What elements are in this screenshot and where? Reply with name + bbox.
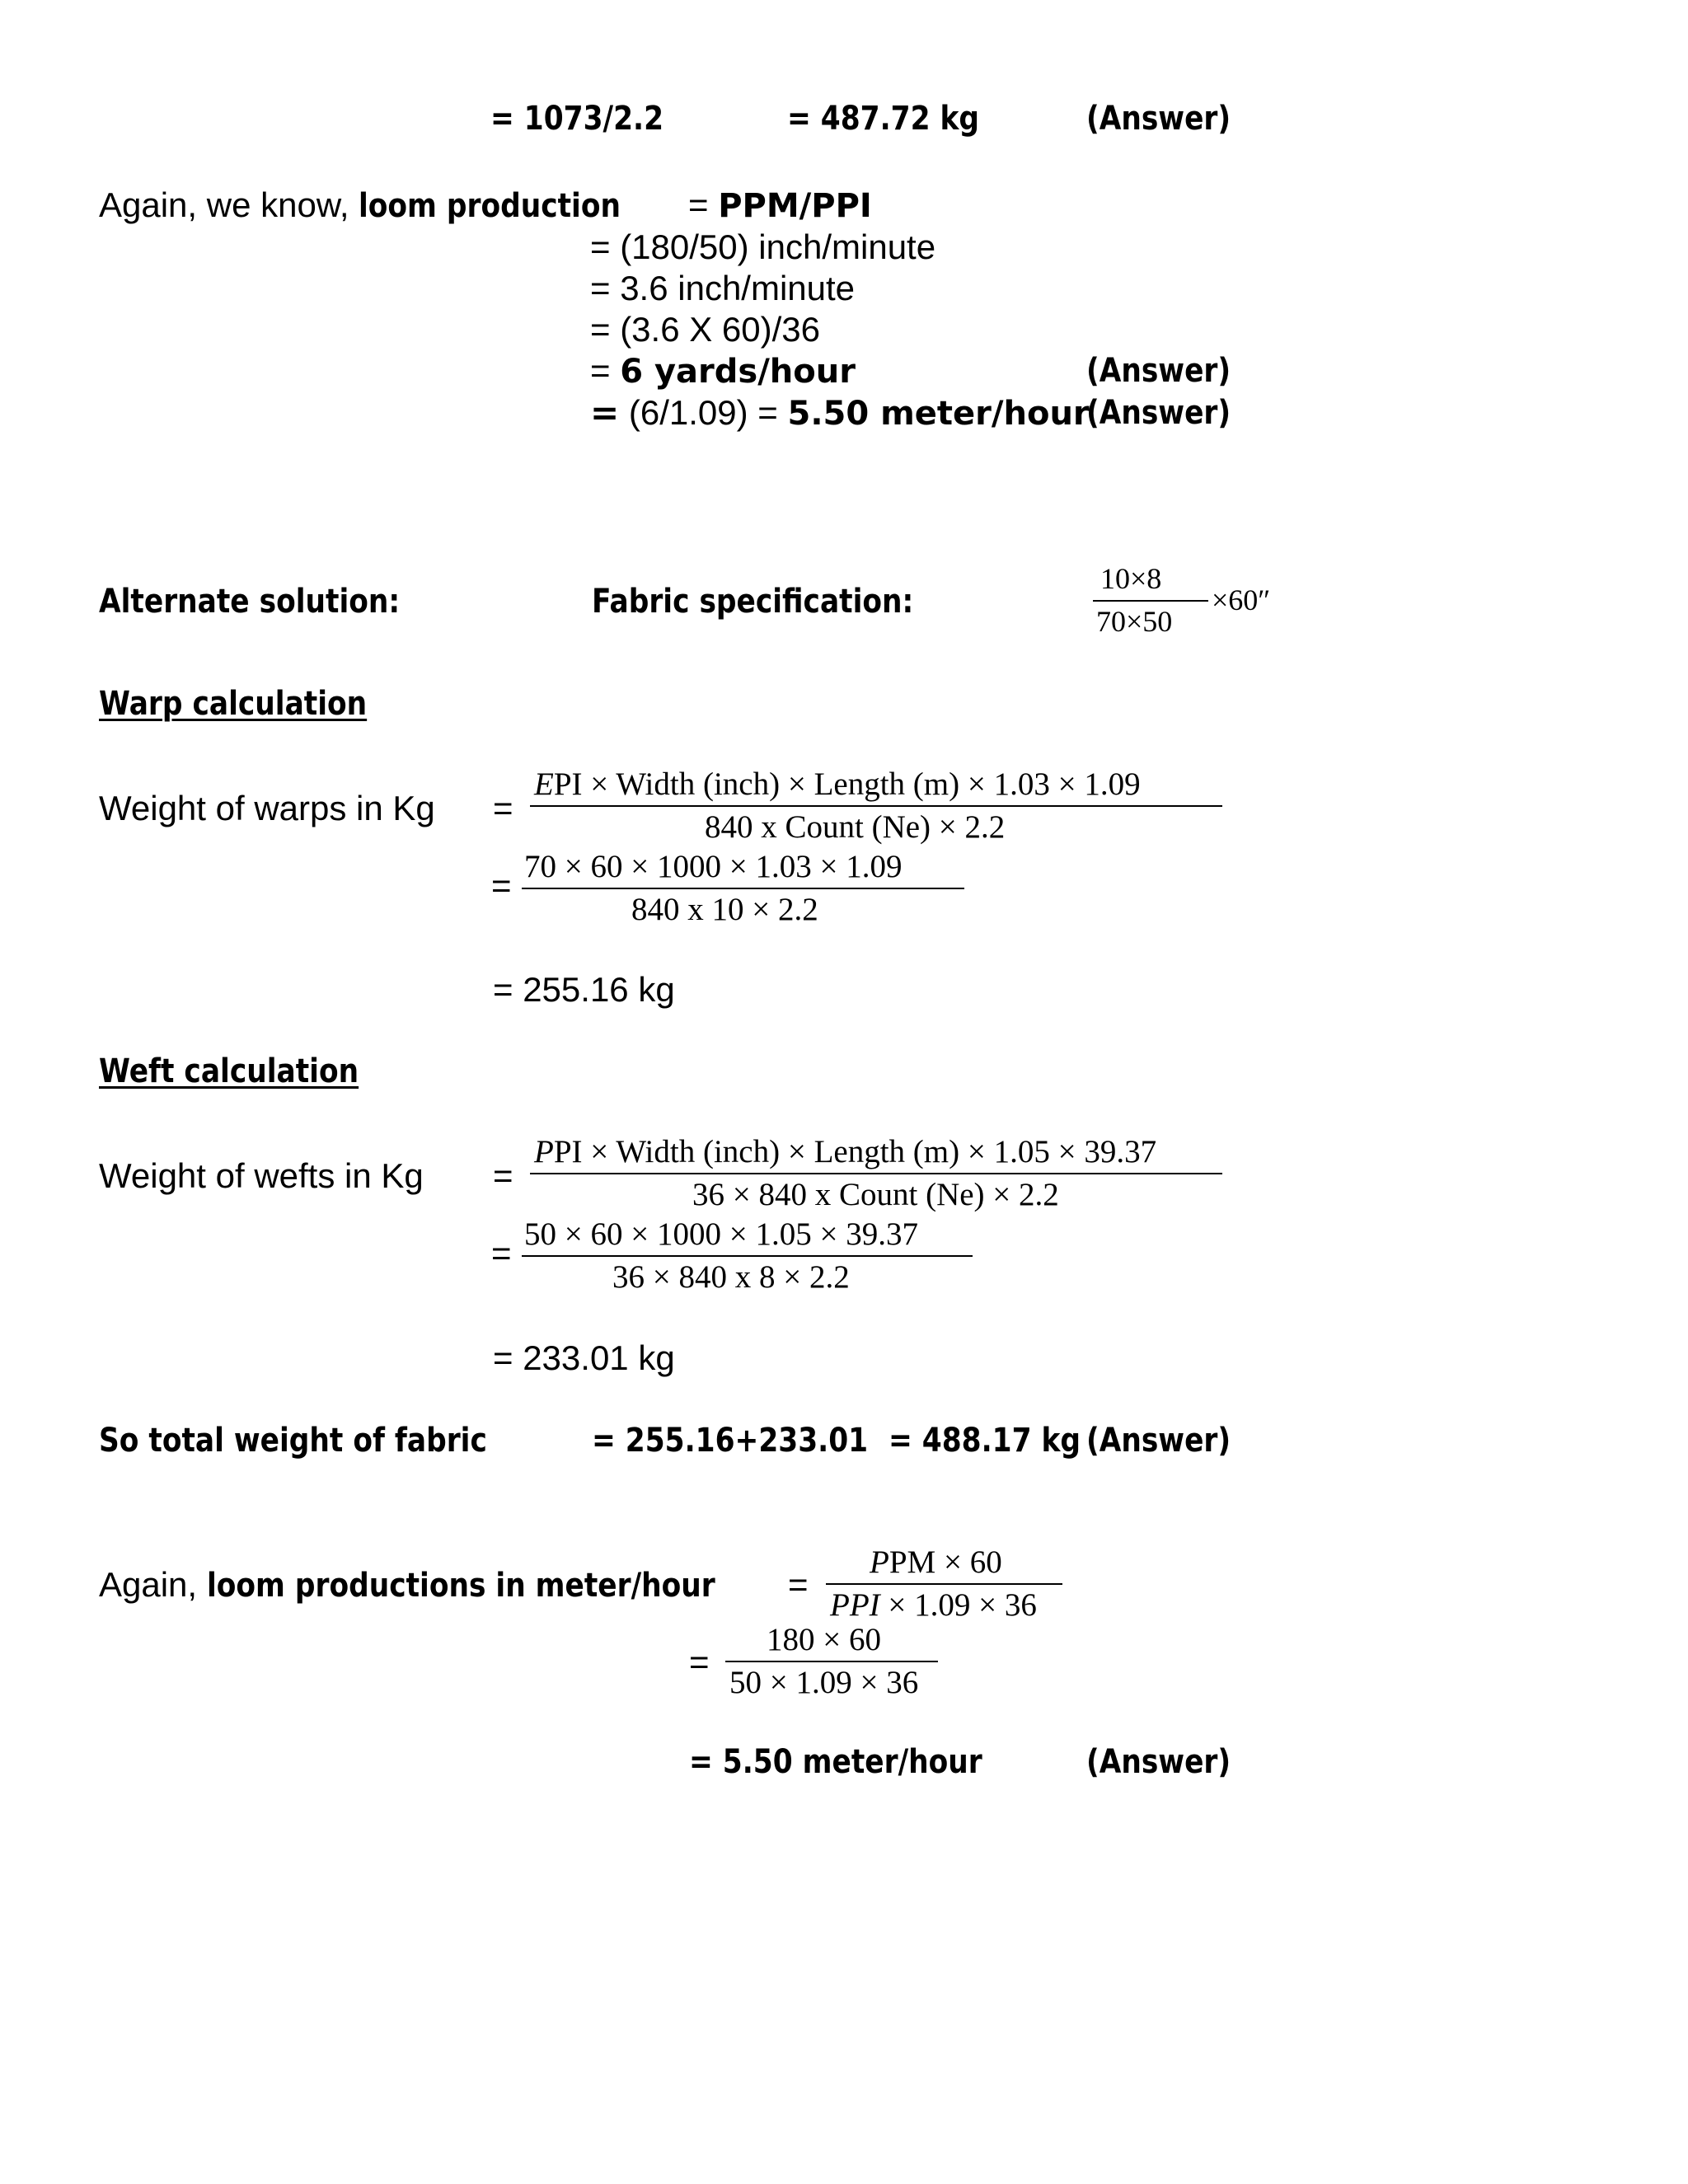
loom-step-4-answer: (Answer) — [1086, 352, 1231, 390]
spec-width: ×60″ — [1212, 583, 1271, 616]
loom-meter-values-denominator: 50 × 1.09 × 36 — [729, 1665, 919, 1700]
loom-meter-formula-denominator: PPI × 1.09 × 36 — [830, 1587, 1037, 1623]
loom-step-2: = 3.6 inch/minute — [590, 269, 856, 307]
total-weight-result: = 488.17 kg — [889, 1422, 1081, 1460]
loom-meter-values-bar — [725, 1661, 938, 1662]
loom-step-5: = (6/1.09) = 5.50 meter/hour — [590, 392, 1090, 433]
loom-meter-values-numerator: 180 × 60 — [767, 1622, 881, 1657]
weft-result: = 233.01 kg — [493, 1338, 675, 1377]
total-weight-label: So total weight of fabric — [99, 1422, 487, 1460]
warp-heading: Warp calculation — [99, 685, 368, 723]
weft-formula-numerator: PPI × Width (inch) × Length (m) × 1.05 × 39.37 — [534, 1134, 1157, 1169]
loom-meter-result: = 5.50 meter/hour — [689, 1743, 982, 1781]
spec-numerator: 10×8 — [1100, 562, 1162, 595]
loom-production-intro: Again, we know, loom production — [99, 185, 621, 225]
loom-meter-intro: Again, loom productions in meter/hour — [99, 1565, 715, 1605]
loom-step-1: = (180/50) inch/minute — [590, 227, 936, 266]
loom-meter-equals-1: = — [788, 1565, 809, 1604]
loom-step-5-answer: (Answer) — [1086, 394, 1231, 432]
weft-equals-2: = — [491, 1234, 512, 1272]
fabric-specification-label: Fabric specification: — [592, 583, 914, 621]
warp-values-denominator: 840 x 10 × 2.2 — [631, 892, 818, 927]
warp-label: Weight of warps in Kg — [99, 789, 435, 827]
weft-values-numerator: 50 × 60 × 1000 × 1.05 × 39.37 — [524, 1216, 918, 1252]
weft-formula-bar — [530, 1173, 1222, 1174]
weft-heading: Weft calculation — [99, 1052, 359, 1090]
spec-denominator: 70×50 — [1096, 605, 1173, 638]
total-weight-answer: (Answer) — [1086, 1422, 1231, 1460]
loom-production-formula: = PPM/PPI — [688, 185, 872, 225]
warp-equals-2: = — [491, 866, 512, 905]
warp-values-bar — [522, 888, 964, 889]
top-result: = 487.72 kg — [787, 100, 980, 138]
weft-values-denominator: 36 × 840 x 8 × 2.2 — [612, 1259, 850, 1295]
loom-meter-formula-bar — [826, 1583, 1062, 1585]
warp-formula-bar — [530, 805, 1222, 807]
loom-meter-answer: (Answer) — [1086, 1743, 1231, 1781]
total-weight-sum: = 255.16+233.01 — [592, 1422, 869, 1460]
loom-step-4: = 6 yards/hour — [590, 351, 856, 391]
loom-step-3: = (3.6 X 60)/36 — [590, 310, 821, 349]
weft-values-bar — [522, 1255, 973, 1257]
top-answer: (Answer) — [1086, 100, 1231, 138]
weft-formula-denominator: 36 × 840 x Count (Ne) × 2.2 — [692, 1177, 1059, 1212]
warp-equals-1: = — [493, 789, 513, 827]
alternate-solution-label: Alternate solution: — [99, 583, 401, 621]
loom-meter-equals-2: = — [689, 1643, 710, 1681]
warp-result: = 255.16 kg — [493, 970, 675, 1009]
warp-formula-numerator: EPI × Width (inch) × Length (m) × 1.03 × 1.09 — [534, 766, 1141, 802]
weft-equals-1: = — [493, 1156, 513, 1195]
loom-meter-formula-numerator: PPM × 60 — [870, 1544, 1002, 1580]
weft-label: Weight of wefts in Kg — [99, 1156, 424, 1195]
warp-values-numerator: 70 × 60 × 1000 × 1.03 × 1.09 — [524, 849, 903, 884]
top-expression: = 1073/2.2 — [490, 100, 664, 138]
warp-formula-denominator: 840 x Count (Ne) × 2.2 — [705, 809, 1006, 845]
spec-fraction-bar — [1093, 600, 1208, 602]
